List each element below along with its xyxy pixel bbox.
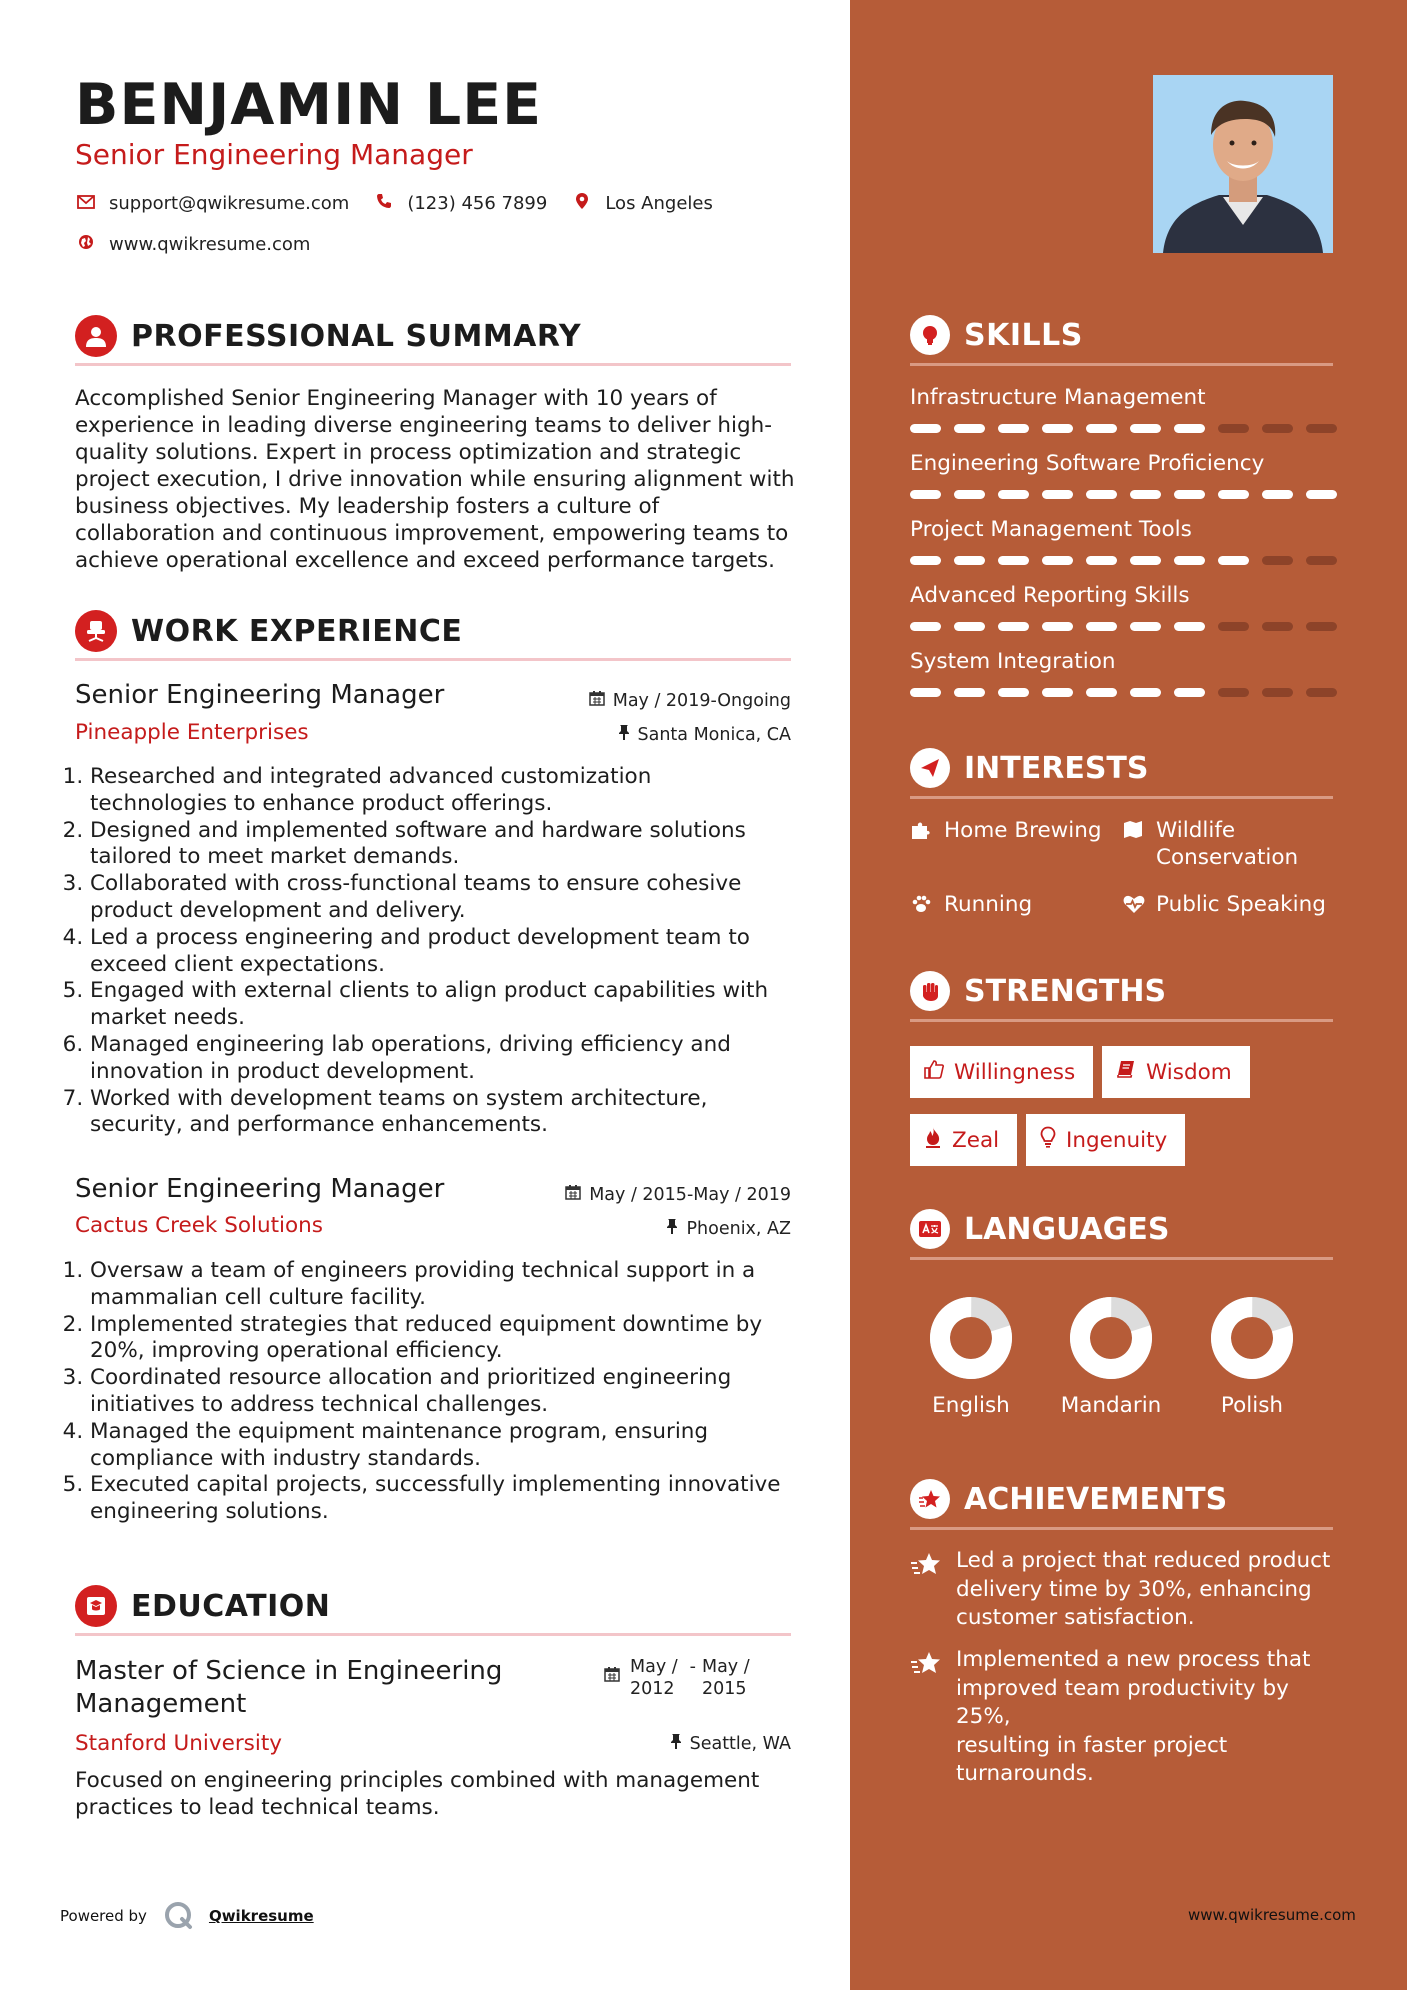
education-end: May / 2015 (701, 1657, 750, 1699)
interests-heading-label: INTERESTS (964, 750, 1149, 786)
skill-meter (910, 622, 1337, 631)
fist-icon (910, 971, 950, 1011)
list-item: 7. Worked with development teams on system architecture, security, and performance enhancements. (90, 1086, 792, 1140)
skill-dash-filled (1042, 556, 1073, 565)
skill-dash-empty (1262, 688, 1293, 697)
degree-line-2: Management (75, 1689, 247, 1719)
education-description: Focused on engineering principles combined with management practices to lead technical teams. (75, 1768, 760, 1820)
skill-dash-filled (998, 688, 1029, 697)
job-1-dates (480, 690, 791, 711)
list-item: 1. Oversaw a team of engineers providing technical support in a mammalian cell culture facility. (90, 1258, 792, 1312)
qwikresume-link[interactable]: Qwikresume (208, 1907, 314, 1925)
skill-dash-filled (998, 556, 1029, 565)
candidate-name: BENJAMIN LEE (75, 72, 543, 138)
phone-icon (373, 193, 395, 214)
job-2-location (480, 1218, 791, 1239)
phone-text: (123) 456 7899 (407, 193, 548, 214)
skill-dash-filled (1218, 490, 1249, 499)
job-1-company: Pineapple Enterprises (75, 720, 309, 745)
skill-name: Advanced Reporting Skills (910, 583, 1190, 608)
skill-dash-filled (998, 490, 1029, 499)
interest-item: Home Brewing (910, 817, 1102, 848)
language-item (1182, 1295, 1322, 1418)
skill-dash-filled (1174, 688, 1205, 697)
email-text: support@qwikresume.com (109, 193, 350, 214)
skill-dash-filled (1086, 424, 1117, 433)
language-icon (910, 1209, 950, 1249)
list-item: 6. Managed engineering lab operations, driving efficiency and innovation in product development. (90, 1032, 792, 1086)
job-2-location-text: Phoenix, AZ (686, 1218, 791, 1239)
interest-item: Wildlife Conservation (1122, 817, 1298, 871)
achievements-heading-label: ACHIEVEMENTS (964, 1481, 1228, 1517)
skill-meter (910, 688, 1337, 697)
paper-plane-icon (910, 748, 950, 788)
contact-website[interactable] (75, 234, 310, 255)
skill-dash-filled (954, 688, 985, 697)
skill-dash-empty (1262, 424, 1293, 433)
skill-dash-empty (1306, 556, 1337, 565)
skill-dash-empty (1218, 622, 1249, 631)
skill-dash-empty (1306, 688, 1337, 697)
language-item (901, 1295, 1041, 1418)
education-school: Stanford University (75, 1731, 283, 1756)
education-location (480, 1733, 791, 1754)
skill-dash-filled (910, 424, 941, 433)
summary-heading-label: PROFESSIONAL SUMMARY (131, 318, 582, 354)
list-item: 1. Researched and integrated advanced customization technologies to enhance product offerings. (90, 764, 792, 818)
languages-heading-label: LANGUAGES (964, 1211, 1170, 1247)
graduation-icon (75, 1585, 117, 1627)
skills-heading-label: SKILLS (964, 317, 1083, 353)
skill-dash-filled (954, 556, 985, 565)
skill-name: Infrastructure Management (910, 385, 1206, 410)
interest-item: Running (910, 891, 1032, 922)
list-item: 3. Collaborated with cross-functional teams to ensure cohesive product development and delivery. (90, 871, 792, 925)
languages-divider (910, 1257, 1333, 1260)
skill-dash-filled (1174, 490, 1205, 499)
strengths-heading-label: STRENGTHS (964, 973, 1167, 1009)
skill-dash-filled (910, 556, 941, 565)
job-1-location (480, 724, 791, 745)
job-2-company: Cactus Creek Solutions (75, 1213, 324, 1238)
heartbeat-icon (1122, 893, 1146, 922)
globe-icon (75, 234, 97, 255)
skill-dash-filled (1130, 556, 1161, 565)
contact-email[interactable] (75, 193, 349, 214)
map-pin-icon (571, 192, 593, 215)
list-item: 5. Engaged with external clients to align product capabilities with market needs. (90, 978, 792, 1032)
interests-divider (910, 796, 1333, 799)
achievements-heading (910, 1479, 1227, 1519)
strength-tag: Willingness (910, 1046, 1093, 1098)
skill-dash-empty (1218, 688, 1249, 697)
education-degree (75, 1655, 502, 1721)
skill-dash-filled (1042, 424, 1073, 433)
skill-dash-filled (1262, 490, 1293, 499)
pushpin-icon (666, 1218, 678, 1239)
calendar-icon (589, 690, 605, 711)
candidate-title: Senior Engineering Manager (75, 138, 473, 171)
experience-divider (75, 658, 791, 661)
skill-dash-filled (1174, 622, 1205, 631)
fire-icon (924, 1126, 942, 1154)
skill-dash-filled (1130, 490, 1161, 499)
skill-dash-filled (1174, 556, 1205, 565)
skill-dash-filled (1086, 490, 1117, 499)
pushpin-icon (618, 724, 630, 745)
job-2-dates-text: May / 2015-May / 2019 (589, 1184, 791, 1205)
skill-dash-filled (954, 424, 985, 433)
book-icon (1116, 1059, 1136, 1085)
skill-name: Project Management Tools (910, 517, 1192, 542)
thumbs-up-icon (924, 1059, 944, 1085)
summary-divider (75, 363, 791, 366)
profile-photo (1153, 75, 1333, 253)
summary-text: Accomplished Senior Engineering Manager with 10 years of experience in leading diverse engineering teams to deliver high-quality solutions. Expert in process optimization and strategic project execution, I drive innovation while ensuring alignment with business objectives. My leadership fosters a culture of collaboration and continuous improvement, empowering teams to achieve operational excellence and exceed performance targets. (75, 386, 795, 573)
job-2-bullets (72, 1258, 792, 1526)
skill-dash-filled (1174, 424, 1205, 433)
education-location-text: Seattle, WA (689, 1733, 791, 1754)
strengths-heading (910, 971, 1166, 1011)
experience-heading-label: WORK EXPERIENCE (131, 613, 463, 649)
skill-dash-filled (1086, 688, 1117, 697)
paw-icon (910, 893, 934, 922)
skills-divider (910, 363, 1333, 366)
date-separator: - (689, 1657, 696, 1677)
language-proficiency-ring (1209, 1295, 1295, 1381)
office-chair-icon (75, 610, 117, 652)
skill-dash-filled (910, 622, 941, 631)
skill-dash-filled (954, 490, 985, 499)
language-item (1041, 1295, 1181, 1418)
skill-dash-filled (1130, 688, 1161, 697)
achievement-item: Led a project that reduced product delivery time by 30%, enhancing customer satisfaction. (910, 1547, 1340, 1633)
skill-dash-filled (1306, 490, 1337, 499)
education-dates (604, 1656, 750, 1700)
puzzle-icon (910, 819, 934, 848)
contact-row (75, 192, 737, 215)
list-item: 2. Implemented strategies that reduced equipment downtime by 20%, improving operational efficiency. (90, 1312, 792, 1366)
job-2-title: Senior Engineering Manager (75, 1174, 445, 1204)
education-heading-label: EDUCATION (131, 1588, 331, 1624)
star-icon (910, 1551, 944, 1633)
skill-meter (910, 556, 1337, 565)
language-proficiency-ring (928, 1295, 1014, 1381)
skill-dash-filled (910, 688, 941, 697)
language-name: Mandarin (1060, 1393, 1162, 1418)
skill-dash-filled (998, 424, 1029, 433)
skill-dash-filled (1086, 556, 1117, 565)
list-item: 5. Executed capital projects, successfully implementing innovative engineering solutions. (90, 1472, 792, 1526)
skill-dash-empty (1262, 556, 1293, 565)
job-1-location-text: Santa Monica, CA (637, 724, 791, 745)
skill-dash-filled (1218, 556, 1249, 565)
skill-dash-empty (1218, 424, 1249, 433)
qwikresume-logo-icon (163, 1900, 195, 1932)
achievements-divider (910, 1527, 1333, 1530)
skill-name: Engineering Software Proficiency (910, 451, 1265, 476)
interests-heading (910, 748, 1149, 788)
language-name: English (932, 1393, 1010, 1418)
skills-heading (910, 315, 1083, 355)
strengths-divider (910, 1019, 1333, 1022)
footer-powered-by (60, 1900, 314, 1932)
interest-item: Public Speaking (1122, 891, 1326, 922)
skill-dash-filled (1086, 622, 1117, 631)
contact-phone[interactable] (373, 193, 547, 214)
skill-dash-filled (998, 622, 1029, 631)
location-text: Los Angeles (605, 193, 713, 214)
job-1-title: Senior Engineering Manager (75, 680, 445, 710)
education-start: May / 2012 (630, 1657, 678, 1699)
skill-dash-filled (1042, 622, 1073, 631)
star-badge-icon (910, 1479, 950, 1519)
calendar-icon (604, 1666, 620, 1700)
job-1-dates-text: May / 2019-Ongoing (612, 690, 791, 711)
strength-tag: Zeal (910, 1114, 1017, 1166)
footer-website[interactable]: www.qwikresume.com (1188, 1906, 1356, 1924)
achievement-item: Implemented a new process that improved team productivity by 25%, resulting in faster project turnarounds. (910, 1646, 1340, 1789)
list-item: 2. Designed and implemented software and hardware solutions tailored to meet market demands. (90, 818, 792, 872)
user-icon (75, 315, 117, 357)
education-heading (75, 1585, 330, 1627)
skill-name: System Integration (910, 649, 1116, 674)
website-text: www.qwikresume.com (109, 234, 311, 255)
skill-dash-filled (1130, 424, 1161, 433)
lightbulb-icon (910, 315, 950, 355)
map-icon (1122, 819, 1146, 848)
contact-row-website (75, 234, 334, 255)
language-name: Polish (1220, 1393, 1284, 1418)
skill-dash-empty (1306, 424, 1337, 433)
list-item: 3. Coordinated resource allocation and prioritized engineering initiatives to address technical challenges. (90, 1365, 792, 1419)
skill-dash-filled (1042, 688, 1073, 697)
strength-tag: Wisdom (1102, 1046, 1250, 1098)
list-item: 4. Led a process engineering and product development team to exceed client expectations. (90, 925, 792, 979)
summary-heading (75, 315, 581, 357)
lightbulb-outline-icon (1040, 1126, 1056, 1154)
skill-meter (910, 424, 1337, 433)
contact-location (571, 192, 713, 215)
job-2-dates (480, 1184, 791, 1205)
skill-dash-filled (954, 622, 985, 631)
skill-dash-filled (910, 490, 941, 499)
skill-dash-empty (1306, 622, 1337, 631)
skill-meter (910, 490, 1337, 499)
envelope-icon (75, 193, 97, 214)
skill-dash-filled (1130, 622, 1161, 631)
powered-by-text: Powered by (60, 1907, 147, 1925)
star-icon (910, 1650, 944, 1789)
pushpin-icon (670, 1733, 682, 1754)
language-proficiency-ring (1068, 1295, 1154, 1381)
degree-line-1: Master of Science in Engineering (75, 1656, 503, 1686)
languages-heading (910, 1209, 1169, 1249)
job-1-bullets (72, 764, 792, 1139)
calendar-icon (565, 1184, 581, 1205)
list-item: 4. Managed the equipment maintenance program, ensuring compliance with industry standards. (90, 1419, 792, 1473)
skill-dash-filled (1042, 490, 1073, 499)
skill-dash-empty (1262, 622, 1293, 631)
strength-tag: Ingenuity (1026, 1114, 1185, 1166)
education-divider (75, 1633, 791, 1636)
experience-heading (75, 610, 462, 652)
